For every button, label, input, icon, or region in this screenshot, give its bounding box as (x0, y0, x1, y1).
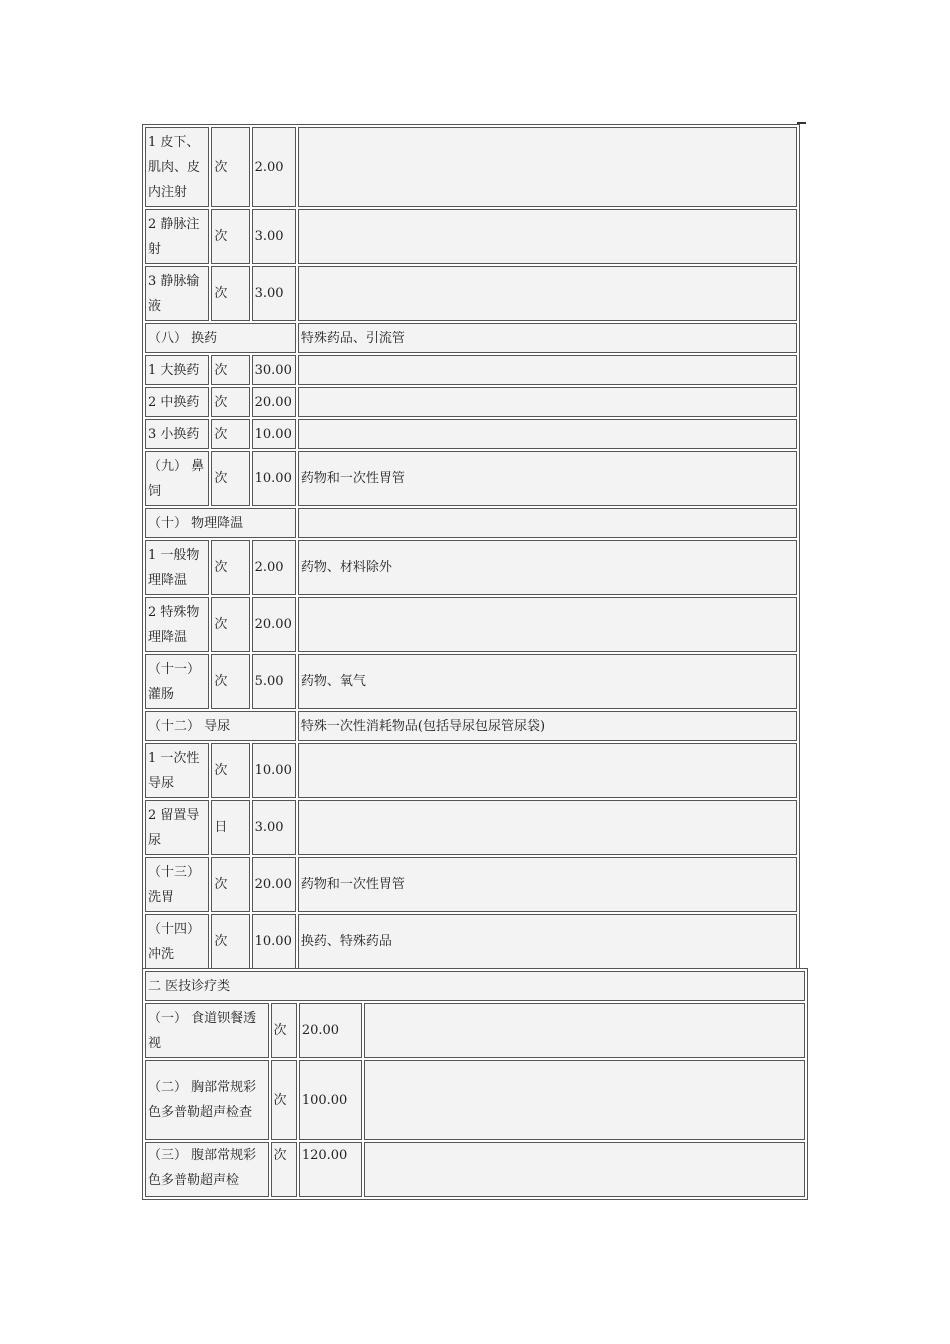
table-row (145, 419, 797, 449)
unit-cell: 次 (211, 419, 249, 449)
unit-cell: 次 (271, 1142, 297, 1197)
unit-cell: 次 (211, 127, 249, 207)
price-cell: 10.00 (252, 914, 296, 969)
unit-cell: 次 (211, 914, 249, 969)
price-cell: 10.00 (252, 451, 296, 506)
note-cell (298, 209, 797, 264)
note-cell: 药物和一次性胃管 (298, 451, 797, 506)
item-name-cell: 1 一次性导尿 (145, 743, 209, 798)
item-name-cell: （一） 食道钡餐透视 (145, 1003, 269, 1058)
unit-cell: 次 (211, 451, 249, 506)
note-cell (298, 127, 797, 207)
unit-cell: 次 (271, 1060, 297, 1140)
item-name-cell: 2 中换药 (145, 387, 209, 417)
note-cell: 药物、材料除外 (298, 540, 797, 595)
unit-cell: 次 (211, 209, 249, 264)
table-row (145, 1003, 805, 1058)
unit-cell: 次 (271, 1003, 297, 1058)
table-row (145, 1060, 805, 1140)
price-cell: 5.00 (252, 654, 296, 709)
price-cell: 20.00 (299, 1003, 362, 1058)
price-cell: 120.00 (299, 1142, 362, 1197)
item-name-cell: 1 大换药 (145, 355, 209, 385)
table-row (145, 127, 797, 207)
item-name-cell: （十四） 冲洗 (145, 914, 209, 969)
unit-cell: 次 (211, 266, 249, 321)
table-row (145, 597, 797, 652)
note-cell (298, 800, 797, 855)
price-cell: 3.00 (252, 266, 296, 321)
table-row (145, 711, 797, 741)
price-cell: 30.00 (252, 355, 296, 385)
table-row (145, 857, 797, 912)
note-cell (298, 419, 797, 449)
unit-cell: 次 (211, 355, 249, 385)
item-name-cell: （十三） 洗胃 (145, 857, 209, 912)
note-cell (364, 1060, 805, 1140)
price-cell: 100.00 (299, 1060, 362, 1140)
item-name-cell: 1 皮下、肌肉、皮内注射 (145, 127, 209, 207)
note-cell (298, 597, 797, 652)
note-cell (298, 743, 797, 798)
section-heading-cell: （十） 物理降温 (145, 508, 296, 538)
table-row (145, 451, 797, 506)
table-row (145, 971, 805, 1001)
table-row (145, 540, 797, 595)
item-name-cell: （三） 腹部常规彩色多普勒超声检 (145, 1142, 269, 1197)
price-cell: 3.00 (252, 800, 296, 855)
note-cell (298, 355, 797, 385)
table-row (145, 654, 797, 709)
item-name-cell: 2 特殊物理降温 (145, 597, 209, 652)
unit-cell: 次 (211, 857, 249, 912)
fee-table-nursing (142, 124, 800, 972)
price-cell: 2.00 (252, 127, 296, 207)
note-cell (364, 1142, 805, 1197)
price-cell: 2.00 (252, 540, 296, 595)
table-row (145, 508, 797, 538)
price-cell: 20.00 (252, 387, 296, 417)
section-title-cell: 二 医技诊疗类 (145, 971, 805, 1001)
note-cell (298, 266, 797, 321)
note-cell (364, 1003, 805, 1058)
table-row (145, 1142, 805, 1197)
note-cell (298, 387, 797, 417)
fee-table-medical-tech (142, 968, 808, 1200)
table-row (145, 323, 797, 353)
item-name-cell: 2 静脉注射 (145, 209, 209, 264)
item-name-cell: 3 静脉输液 (145, 266, 209, 321)
note-cell: 药物、氧气 (298, 654, 797, 709)
note-cell (298, 508, 797, 538)
section-heading-cell: （八） 换药 (145, 323, 296, 353)
item-name-cell: 1 一般物理降温 (145, 540, 209, 595)
item-name-cell: （二） 胸部常规彩色多普勒超声检查 (145, 1060, 269, 1140)
item-name-cell: （十一） 灌肠 (145, 654, 209, 709)
note-cell: 特殊一次性消耗物品(包括导尿包尿管尿袋) (298, 711, 797, 741)
table-row (145, 355, 797, 385)
table-row (145, 743, 797, 798)
table-row (145, 266, 797, 321)
table-row (145, 914, 797, 969)
note-cell: 特殊药品、引流管 (298, 323, 797, 353)
unit-cell: 次 (211, 743, 249, 798)
unit-cell: 次 (211, 654, 249, 709)
item-name-cell: 3 小换药 (145, 419, 209, 449)
item-name-cell: 2 留置导尿 (145, 800, 209, 855)
table-row (145, 800, 797, 855)
note-cell: 换药、特殊药品 (298, 914, 797, 969)
price-cell: 20.00 (252, 857, 296, 912)
item-name-cell: （九） 鼻饲 (145, 451, 209, 506)
table-row (145, 209, 797, 264)
table-row (145, 387, 797, 417)
price-cell: 3.00 (252, 209, 296, 264)
section-heading-cell: （十二） 导尿 (145, 711, 296, 741)
unit-cell: 次 (211, 540, 249, 595)
unit-cell: 次 (211, 387, 249, 417)
unit-cell: 日 (211, 800, 249, 855)
price-cell: 10.00 (252, 743, 296, 798)
price-cell: 10.00 (252, 419, 296, 449)
price-cell: 20.00 (252, 597, 296, 652)
unit-cell: 次 (211, 597, 249, 652)
note-cell: 药物和一次性胃管 (298, 857, 797, 912)
